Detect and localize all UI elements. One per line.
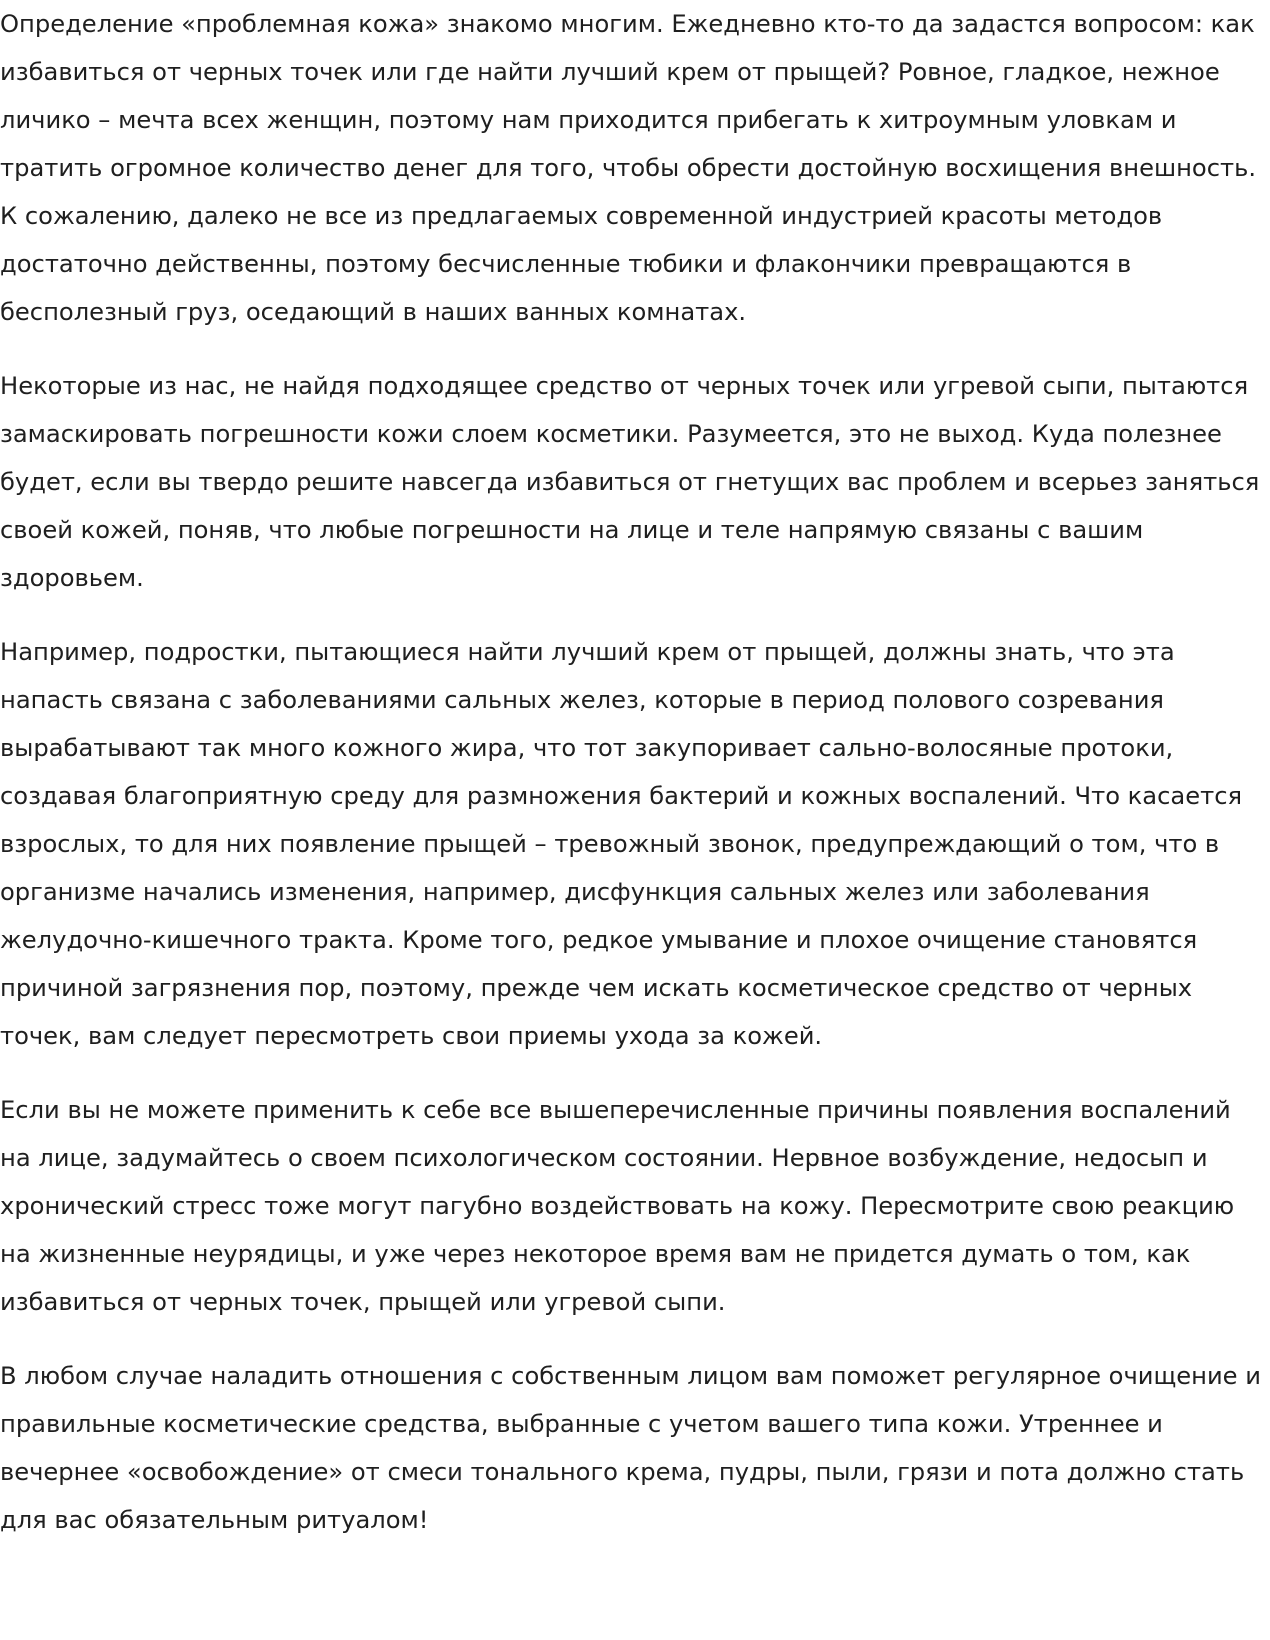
paragraph-masking: Некоторые из нас, не найдя подходящее средство от черных точек или угревой сыпи, пытаются замаскировать погрешности кожи слоем косметики. Разумеется, это не выход. Куда полезнее будет, если вы твердо решите навсегда избавиться от гнетущих вас проблем и всерьез заняться своей кожей, поняв, что любые погрешности на лице и теле напрямую связаны с вашим здоровьем.: [0, 372, 1260, 592]
paragraph-psychology: Если вы не можете применить к себе все вышеперечисленные причины появления воспалений на лице, задумайтесь о своем психологическом состоянии. Нервное возбуждение, недосып и хронический стресс тоже могут пагубно воздействовать на кожу. Пересмотрите свою реакцию на жизненные неурядицы, и уже через некоторое время вам не придется думать о том, как избавиться от черных точек, прыщей или угревой сыпи.: [0, 1096, 1235, 1316]
paragraph-causes: Например, подростки, пытающиеся найти лучший крем от прыщей, должны знать, что эта напасть связана с заболеваниями сальных желез, которые в период полового созревания вырабатывают так много кожного жира, что тот закупоривает сально-волосяные протоки, создавая благоприятную среду для размножения бактерий и кожных воспалений. Что касается взрослых, то для них появление прыщей – тревожный звонок, предупреждающий о том, что в организме начались изменения, например, дисфункция сальных желез или заболевания желудочно-кишечного тракта. Кроме того, редкое умывание и плохое очищение становятся причиной загрязнения пор, поэтому, прежде чем искать косметическое средство от черных точек, вам следует пересмотреть свои приемы ухода за кожей.: [0, 638, 1243, 1050]
paragraph-conclusion: В любом случае наладить отношения с собственным лицом вам поможет регулярное очищение и правильные косметические средства, выбранные с учетом вашего типа кожи. Утреннее и вечернее «освобождение» от смеси тонального крема, пудры, пыли, грязи и пота должно стать для вас обязательным ритуалом!: [0, 1362, 1261, 1534]
paragraph-intro: Определение «проблемная кожа» знакомо многим. Ежедневно кто-то да задастся вопросом: как избавиться от черных точек или где найти лучший крем от прыщей? Ровное, гладкое, нежное личико – мечта всех женщин, поэтому нам приходится прибегать к хитроумным уловкам и тратить огромное количество денег для того, чтобы обрести достойную восхищения внешность. К сожалению, далеко не все из предлагаемых современной индустрией красоты методов достаточно действенны, поэтому бесчисленные тюбики и флакончики превращаются в бесполезный груз, оседающий в наших ванных комнатах.: [0, 10, 1257, 326]
